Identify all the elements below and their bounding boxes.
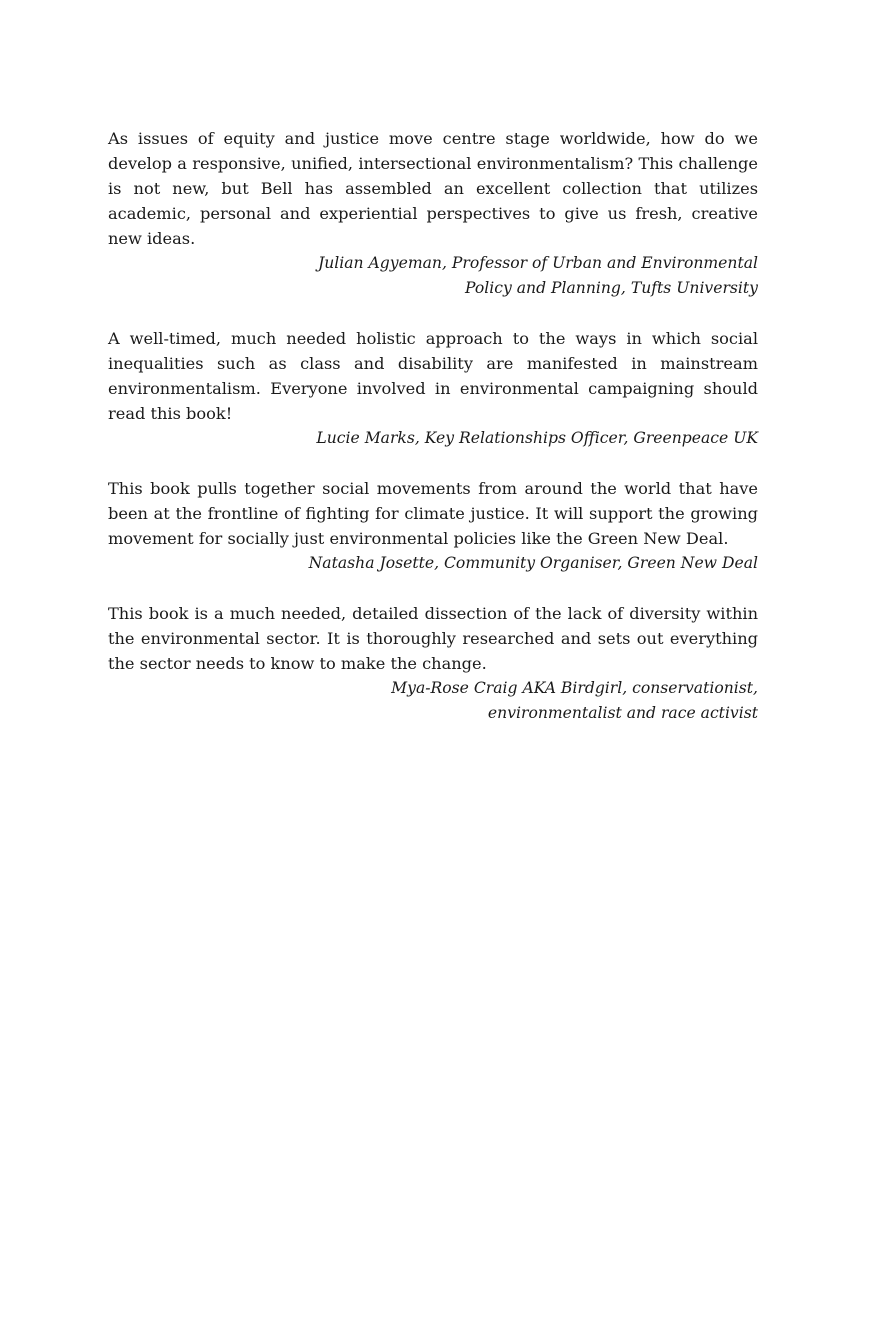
endorsement-text: A well-timed, much needed holistic approach to the ways in which social inequalities such as class and disability are manifested in mainstream environmentalism. Everyone involved in environmental campaigning should read this book! — [108, 329, 758, 423]
attribution-line: Natasha Josette, Community Organiser, Green New Deal — [308, 554, 758, 572]
endorsements-page — [108, 126, 758, 751]
endorsement-attribution — [108, 251, 758, 301]
endorsement-attribution — [108, 551, 758, 576]
attribution-line: Mya-Rose Craig AKA Birdgirl, conservationist, — [391, 679, 758, 697]
endorsement-text: This book is a much needed, detailed dissection of the lack of diversity within the environmental sector. It is thoroughly researched and sets out everything the sector needs to know to make the change. — [108, 604, 758, 673]
attribution-line: environmentalist and race activist — [487, 704, 758, 722]
attribution-line: Julian Agyeman, Professor of Urban and Environmental — [317, 254, 758, 272]
endorsement-text: As issues of equity and justice move centre stage worldwide, how do we develop a responsive, unified, intersectional environmentalism? This challenge is not new, but Bell has assembled an excellent collection that utilizes academic, personal and experiential perspectives to give us fresh, creative new ideas. — [108, 129, 758, 248]
endorsement-attribution — [108, 676, 758, 726]
endorsement-text: This book pulls together social movements from around the world that have been at the frontline of fighting for climate justice. It will support the growing movement for socially just environmental policies like the Green New Deal. — [108, 479, 758, 548]
endorsement-agyeman — [108, 126, 758, 301]
endorsement-marks — [108, 326, 758, 451]
attribution-line: Lucie Marks, Key Relationships Officer, Greenpeace UK — [316, 429, 758, 447]
endorsement-attribution — [108, 426, 758, 451]
endorsement-craig — [108, 601, 758, 726]
endorsement-josette — [108, 476, 758, 576]
attribution-line: Policy and Planning, Tufts University — [465, 279, 758, 297]
